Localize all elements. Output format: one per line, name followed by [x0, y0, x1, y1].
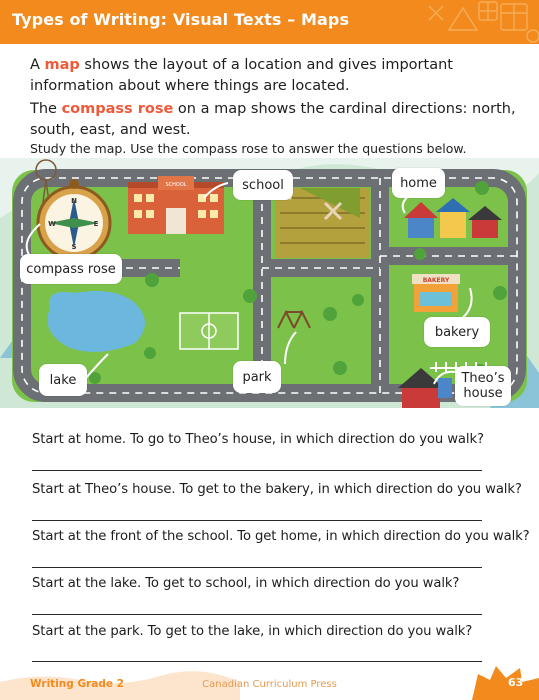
compass-north: N [71, 197, 77, 205]
page-header [0, 0, 539, 44]
compass-rose-definition-text: on a map shows the cardinal directions: north, south, east, and west. [30, 101, 516, 138]
map-label-theos-house-line2: house [463, 386, 503, 401]
intro-prefix-2: The [30, 101, 62, 117]
intro-prefix: A [30, 57, 45, 73]
map-definition [30, 55, 520, 97]
bakery-building [412, 274, 460, 312]
map-label-lake: lake [39, 364, 87, 396]
map-label-theos-house-line1: Theo’s [461, 371, 505, 386]
question-1: Start at home. To go to Theo’s house, in which direction do you walk? [32, 432, 484, 447]
answer-line-3[interactable] [32, 567, 482, 568]
answer-line-2[interactable] [32, 520, 482, 521]
page-title: Types of Writing: Visual Texts – Maps [12, 10, 350, 29]
question-5: Start at the park. To get to the lake, in which direction do you walk? [32, 624, 473, 639]
question-3: Start at the front of the school. To get home, in which direction do you walk? [32, 529, 530, 544]
town-map [0, 158, 539, 408]
answer-line-4[interactable] [32, 614, 482, 615]
question-2: Start at Theo’s house. To get to the bakery, in which direction do you walk? [32, 482, 522, 497]
map-label-home: home [392, 168, 445, 198]
term-compass-rose: compass rose [61, 101, 174, 117]
page-number: 63 [508, 676, 524, 689]
map-definition-text: shows the layout of a location and gives important information about where things are located. [30, 57, 453, 94]
footer-subject: Writing Grade 2 [30, 678, 124, 690]
map-label-park: park [233, 361, 281, 393]
park-field [180, 313, 238, 349]
map-label-school: school [233, 170, 293, 200]
compass-east: E [93, 220, 99, 228]
instruction-text: Study the map. Use the compass rose to answer the questions below. [30, 141, 467, 156]
map-label-bakery: bakery [424, 317, 490, 347]
compass-rose-definition [30, 99, 520, 141]
school-building [128, 176, 224, 234]
map-label-compass-rose: compass rose [20, 254, 122, 284]
map-label-theos-house [455, 366, 511, 406]
bakery-sign: BAKERY [422, 277, 450, 284]
question-4: Start at the lake. To get to school, in which direction do you walk? [32, 576, 460, 591]
answer-line-1[interactable] [32, 470, 482, 471]
lake-water [48, 291, 146, 352]
school-sign: SCHOOL [165, 182, 187, 188]
header-decoration [339, 0, 539, 44]
compass-south: S [71, 243, 77, 251]
footer-publisher: Canadian Curriculum Press [202, 679, 337, 690]
compass-west: W [48, 220, 56, 228]
term-map: map [44, 57, 80, 73]
